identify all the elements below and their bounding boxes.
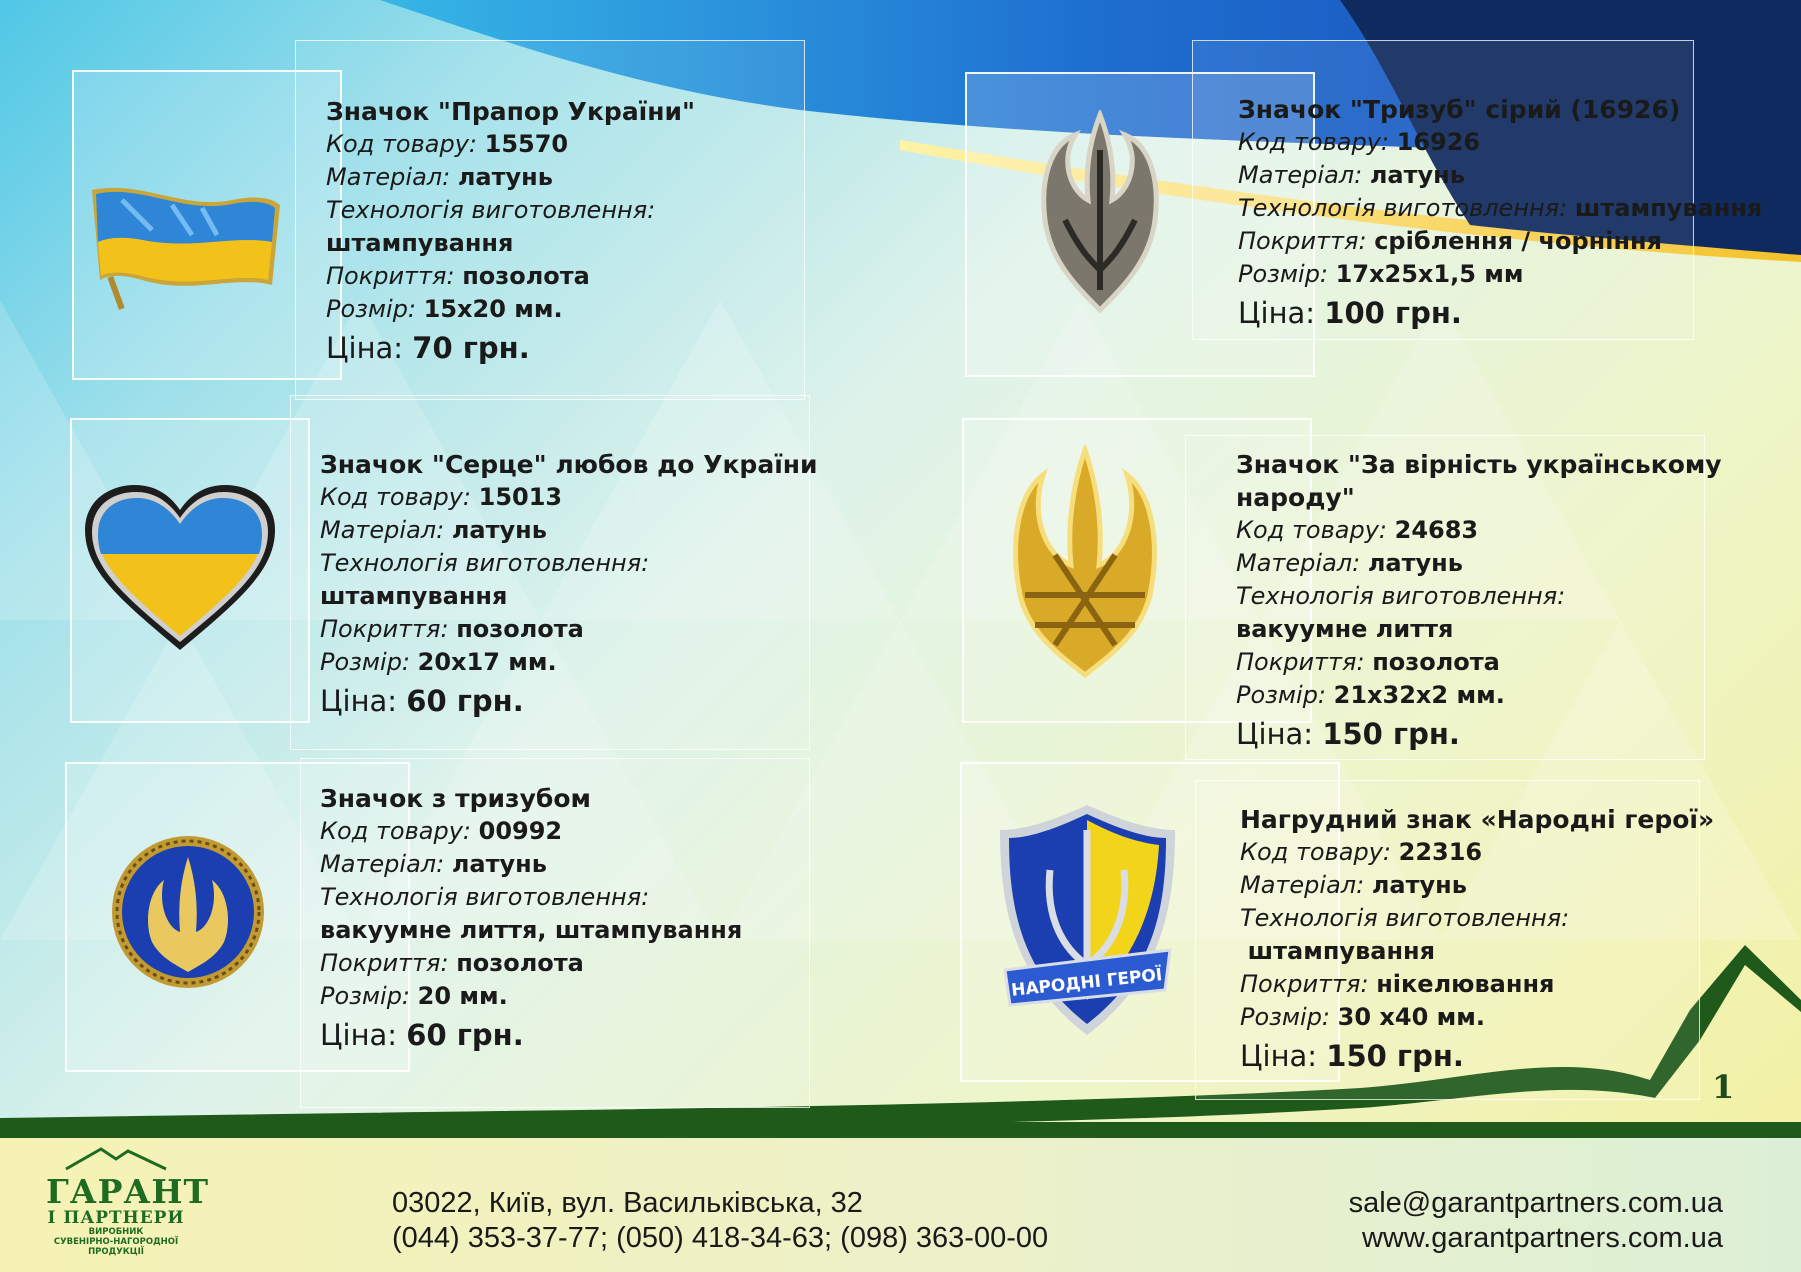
product-size-row: Розмір: 21х32х2 мм. — [1236, 681, 1505, 709]
product-tech-label: Технологія виготовлення: — [320, 549, 650, 577]
product-price: Ціна: 100 грн. — [1238, 296, 1462, 330]
product-tech-value: штампування — [1247, 937, 1436, 965]
heart-badge-image — [80, 480, 280, 655]
product-tech-label: Технологія виготовлення: — [326, 196, 656, 224]
product-title: Нагрудний знак «Народні герої» — [1240, 805, 1715, 834]
logo-tagline-2: СУВЕНІРНО-НАГОРОДНОЇ — [53, 1237, 179, 1247]
product-price: Ціна: 150 грн. — [1240, 1039, 1464, 1073]
shield-badge-ribbon-text: НАРОДНІ ГЕРОЇ — [1010, 965, 1164, 1001]
product-material-row: Матеріал: латунь — [320, 516, 547, 544]
logo-brand-sub: І ПАРТНЕРИ — [47, 1208, 185, 1228]
product-material-row: Матеріал: латунь — [1236, 549, 1463, 577]
page-number: 1 — [1712, 1068, 1735, 1106]
product-tech-value: вакуумне лиття — [1236, 615, 1454, 643]
footer-divider — [0, 1122, 1801, 1138]
product-card-shield — [1240, 803, 1714, 1076]
product-card-flag — [326, 95, 695, 368]
product-size-row: Розмір: 20х17 мм. — [320, 648, 557, 676]
product-tech-value: штампування — [326, 229, 514, 257]
shield-badge-image — [995, 800, 1180, 1040]
product-tech-row: Технологія виготовлення: штампування — [1238, 194, 1763, 222]
company-logo — [46, 1145, 210, 1257]
product-coating-row: Покриття: сріблення / чорніння — [1238, 227, 1663, 255]
product-coating-row: Покриття: позолота — [320, 949, 584, 977]
footer-address — [392, 1186, 1048, 1256]
product-size-row: Розмір: 17х25х1,5 мм — [1238, 260, 1524, 288]
product-title: Значок "Серце" любов до України — [320, 450, 818, 479]
product-card-trident-silver — [1238, 93, 1762, 333]
product-title: Значок з тризубом — [320, 784, 591, 813]
product-tech-value: вакуумне лиття, штампування — [320, 916, 743, 944]
product-title: Значок "За вірність українському — [1236, 450, 1722, 479]
product-size-row: Розмір: 30 х40 мм. — [1240, 1003, 1485, 1031]
phones-line: (044) 353-37-77; (050) 418-34-63; (098) 363-00-00 — [392, 1222, 1049, 1254]
product-code-row: Код товару: 15570 — [326, 130, 569, 158]
product-card-trident-gold — [1236, 448, 1722, 754]
product-price: Ціна: 70 грн. — [326, 331, 530, 365]
product-code-row: Код товару: 15013 — [320, 483, 563, 511]
round-trident-badge-image — [108, 832, 268, 992]
product-price: Ціна: 150 грн. — [1236, 717, 1460, 751]
product-coating-row: Покриття: позолота — [320, 615, 584, 643]
product-title-line2: народу" — [1236, 483, 1355, 512]
product-card-round-trident — [320, 782, 742, 1055]
email-link[interactable]: sale@garantpartners.com.ua — [1348, 1187, 1723, 1219]
product-coating-row: Покриття: позолота — [1236, 648, 1500, 676]
trident-silver-image — [1020, 110, 1180, 320]
logo-tagline-3: ПРОДУКЦІЇ — [88, 1247, 144, 1257]
product-coating-row: Покриття: нікелювання — [1240, 970, 1555, 998]
footer-contacts — [1349, 1186, 1723, 1256]
mountain-logo-icon — [56, 1145, 176, 1171]
product-size-row: Розмір: 20 мм. — [320, 982, 508, 1010]
flag-badge-image — [82, 180, 282, 310]
product-code-row: Код товару: 24683 — [1236, 516, 1479, 544]
product-tech-label: Технологія виготовлення: — [320, 883, 650, 911]
product-title: Значок "Тризуб" сірий (16926) — [1238, 95, 1681, 124]
address-line: 03022, Київ, вул. Васильківська, 32 — [392, 1187, 863, 1219]
product-coating-row: Покриття: позолота — [326, 262, 590, 290]
trident-gold-image — [1005, 445, 1165, 680]
product-card-heart — [320, 448, 818, 721]
product-code-row: Код товару: 22316 — [1240, 838, 1483, 866]
product-material-row: Матеріал: латунь — [326, 163, 553, 191]
product-price: Ціна: 60 грн. — [320, 684, 524, 718]
product-code-row: Код товару: 16926 — [1238, 128, 1481, 156]
product-price: Ціна: 60 грн. — [320, 1018, 524, 1052]
product-tech-label: Технологія виготовлення: — [1240, 904, 1570, 932]
product-tech-label: Технологія виготовлення: — [1236, 582, 1566, 610]
product-material-row: Матеріал: латунь — [1240, 871, 1467, 899]
product-size-row: Розмір: 15х20 мм. — [326, 295, 563, 323]
website-link[interactable]: www.garantpartners.com.ua — [1361, 1222, 1723, 1254]
product-tech-value: штампування — [320, 582, 508, 610]
product-material-row: Матеріал: латунь — [1238, 161, 1465, 189]
logo-tagline-1: ВИРОБНИК — [88, 1227, 144, 1237]
logo-brand: ГАРАНТ — [46, 1172, 210, 1211]
product-title: Значок "Прапор України" — [326, 97, 696, 126]
product-material-row: Матеріал: латунь — [320, 850, 547, 878]
product-code-row: Код товару: 00992 — [320, 817, 563, 845]
